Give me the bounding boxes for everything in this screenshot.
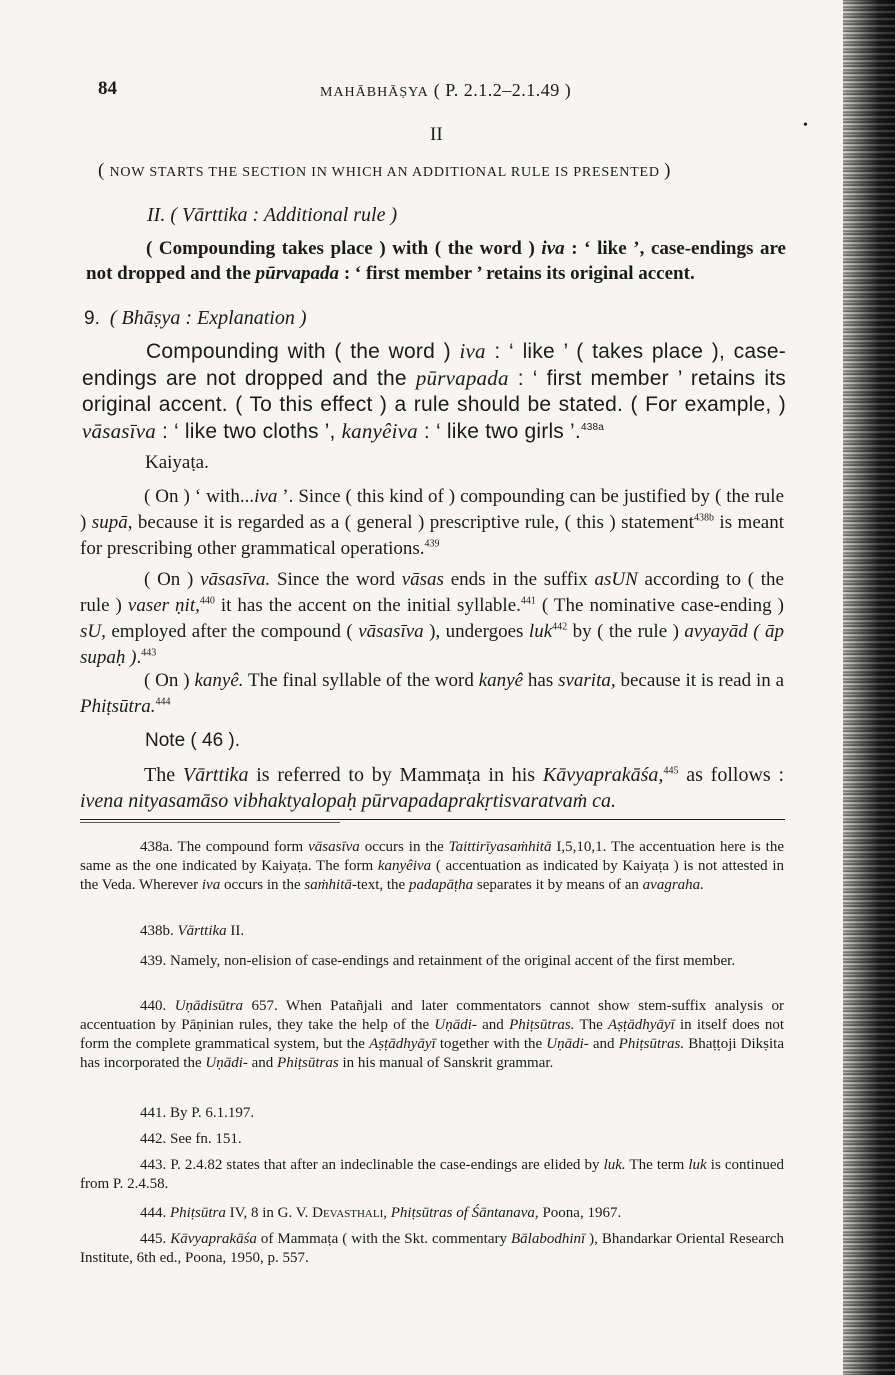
note-paragraph: The Vārttika is referred to by Mammaṭa in his Kāvyaprakāśa,$^{445}$ as follows : ivena nityasamāso vibhaktyalopaḥ pūrvapadaprakṛtisvaratvaṁ ca. (80, 764, 785, 812)
running-head-title: MAHĀBHĀṢYA (320, 85, 429, 100)
footnote-440: 440. Uṇādisūtra 657. When Patañjali and later commentators cannot show stem-suffix analysis or accentuation by Pāṇinian rules, they take the help of the Uṇādi- and Phiṭsūtras. The Aṣṭādhyāyī in itself does not form the complete grammatical system, but the Aṣṭādhyāyī together with the Uṇādi- and Phiṭsūtras. Bhaṭṭoji Dikṣita has incorporated the Uṇādi- and Phiṭsūtras in his manual of Sanskrit grammar. (80, 998, 784, 1071)
section-caption-text: NOW STARTS THE SECTION IN WHICH AN ADDITIONAL RULE IS PRESENTED (109, 165, 660, 180)
footnote-445: 445. Kāvyaprakāśa of Mammaṭa ( with the Skt. commentary Bālabodhinī ), Bhandarkar Oriental Research Institute, 6th ed., Poona, 1950, p. 557. (80, 1231, 785, 1266)
footnote-444: 444. Phiṭsūtra IV, 8 in G. V. Devasthali, Phiṭsūtras of Śāntanava, Poona, 1967. (140, 1205, 622, 1221)
footnote-ref: 438a (580, 422, 604, 433)
scan-page-edge (843, 0, 895, 1375)
varttika-heading: II. ( Vārttika : Additional rule ) (147, 204, 398, 226)
kaiyata-paragraph-1: ( On ) ‘ with...iva ’. Since ( this kind of ) compounding can be justified by ( the rule ) supā, because it is regarded as a ( general ) prescriptive rule, ( this ) statement$^{438b}$ is meant for prescribing other grammatical operations.$^{439}$ (80, 486, 784, 559)
footnote-438a: 438a. The compound form vāsasīva occurs in the Taittirīyasaṁhitā I,5,10,1. The accentuation here is the same as the one indicated by Kaiyaṭa. The form kanyêiva ( accentuation as indicated by Kaiyaṭa ) is not attested in the Veda. Wherever iva occurs in the saṁhitā-text, the padapāṭha separates it by means of an avagraha. (80, 839, 784, 893)
running-head-range: ( P. 2.1.2–2.1.49 ) (433, 80, 572, 100)
margin-mark: • (803, 118, 808, 133)
bhasya-heading: 9. ( Bhāṣya : Explanation ) (84, 307, 307, 329)
varttika-text: ( Compounding takes place ) with ( the word ) iva : ‘ like ’, case-endings are not dropped and the pūrvapada : ‘ first member ’ retains its original accent. (86, 238, 786, 284)
kaiyata-paragraph-3: ( On ) kanyê. The final syllable of the word kanyê has svarita, because it is read in a Phiṭsūtra.$^{444}$ (80, 670, 785, 717)
footnote-439: 439. Namely, non-elision of case-endings and retainment of the original accent of the first member. (140, 953, 736, 969)
page-number: 84 (98, 78, 117, 99)
bhasya-number: 9. (84, 308, 100, 329)
footnote-442: 442. See fn. 151. (140, 1131, 242, 1147)
bhasya-text: Compounding with ( the word ) iva : ‘ like ’ ( takes place ), case-endings are not dropped and the pūrvapada : ‘ first member ’ retains its original accent. ( To this effect ) a rule should be stated. ( For example, ) vāsasīva : ‘ like two cloths ’, kanyêiva : ‘ like two girls ’.$^{438a}$ (82, 339, 787, 443)
note-label: Note ( 46 ). (145, 730, 241, 751)
footnote-443: 443. P. 2.4.82 states that after an indeclinable the case-endings are elided by luk. The term luk is continued from P. 2.4.58. (80, 1157, 785, 1192)
footnote-438b: 438b. Vārttika II. (140, 923, 245, 939)
kaiyata-paragraph-2: ( On ) vāsasīva. Since the word vāsas ends in the suffix asUN according to ( the rule ) vaser ṇit,$^{440}$ it has the accent on the initial syllable.$^{441}$ ( The nominative case-ending ) sU, employed after the compound ( vāsasīva ), undergoes luk$^{442}$ by ( the rule ) avyayād ( āp supaḥ ).$^{443}$ (80, 569, 785, 668)
section-caption: ( NOW STARTS THE SECTION IN WHICH AN ADDITIONAL RULE IS PRESENTED ) (98, 160, 672, 181)
section-numeral: II (430, 124, 443, 145)
footnote-divider-short (80, 822, 340, 823)
footnote-441: 441. By P. 6.1.197. (140, 1105, 255, 1121)
kaiyata-label: Kaiyaṭa. (145, 452, 209, 473)
running-head (320, 80, 571, 101)
footnote-divider (80, 819, 785, 820)
